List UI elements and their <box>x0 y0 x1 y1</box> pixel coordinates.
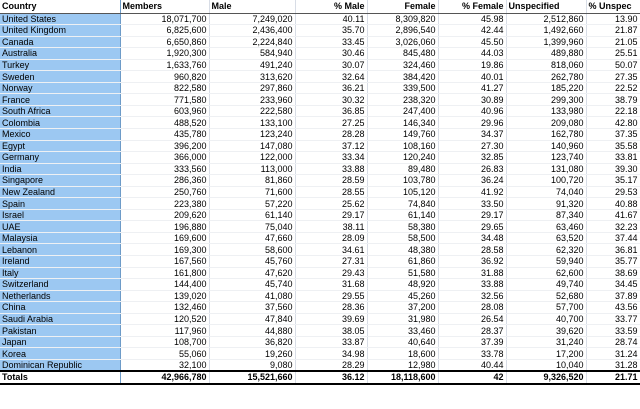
cell-unspecified[interactable]: 49,740 <box>506 279 586 291</box>
cell-unspecified[interactable]: 100,720 <box>506 175 586 187</box>
column-header-male[interactable]: Male <box>209 0 295 13</box>
cell-unspecified[interactable]: 123,740 <box>506 152 586 164</box>
table-row <box>0 279 640 291</box>
cell-pct-male[interactable]: 36.85 <box>295 105 367 117</box>
cell-male[interactable]: 57,220 <box>209 198 295 210</box>
cell-unspecified[interactable]: 74,040 <box>506 186 586 198</box>
cell-country[interactable]: Singapore <box>0 175 120 187</box>
cell-members[interactable]: 55,060 <box>120 348 209 360</box>
cell-pct-unspec[interactable]: 32.23 <box>586 221 640 233</box>
cell-unspecified[interactable]: 299,300 <box>506 94 586 106</box>
cell-country[interactable]: Lebanon <box>0 244 120 256</box>
cell-unspecified[interactable]: 39,620 <box>506 325 586 337</box>
column-header-unspecified[interactable]: Unspecified <box>506 0 586 13</box>
totals-pct-unspec[interactable]: 21.71 <box>586 371 640 384</box>
cell-female[interactable]: 103,780 <box>367 175 438 187</box>
cell-female[interactable]: 108,160 <box>367 140 438 152</box>
table-row <box>0 198 640 210</box>
cell-country[interactable]: Dominican Republic <box>0 359 120 371</box>
header-row <box>0 0 640 13</box>
cell-country[interactable]: Mexico <box>0 128 120 140</box>
cell-female[interactable]: 33,460 <box>367 325 438 337</box>
cell-unspecified[interactable]: 62,320 <box>506 244 586 256</box>
cell-pct-unspec[interactable]: 33.77 <box>586 313 640 325</box>
cell-pct-male[interactable]: 30.46 <box>295 48 367 60</box>
cell-country[interactable]: Netherlands <box>0 290 120 302</box>
totals-members[interactable]: 42,966,780 <box>120 371 209 384</box>
cell-members[interactable]: 960,820 <box>120 71 209 83</box>
table-body <box>0 13 640 371</box>
cell-pct-female[interactable]: 26.54 <box>438 313 506 325</box>
cell-members[interactable]: 167,560 <box>120 255 209 267</box>
cell-pct-female[interactable]: 29.17 <box>438 209 506 221</box>
cell-members[interactable]: 120,520 <box>120 313 209 325</box>
cell-male[interactable]: 7,249,020 <box>209 13 295 25</box>
cell-male[interactable]: 133,100 <box>209 117 295 129</box>
cell-members[interactable]: 169,300 <box>120 244 209 256</box>
cell-country[interactable]: France <box>0 94 120 106</box>
cell-male[interactable]: 47,660 <box>209 232 295 244</box>
cell-country[interactable]: India <box>0 163 120 175</box>
cell-pct-female[interactable]: 45.98 <box>438 13 506 25</box>
cell-pct-male[interactable]: 33.87 <box>295 336 367 348</box>
cell-pct-unspec[interactable]: 41.67 <box>586 209 640 221</box>
cell-members[interactable]: 196,880 <box>120 221 209 233</box>
cell-pct-unspec[interactable]: 33.81 <box>586 152 640 164</box>
cell-country[interactable]: Egypt <box>0 140 120 152</box>
cell-male[interactable]: 47,840 <box>209 313 295 325</box>
cell-members[interactable]: 117,960 <box>120 325 209 337</box>
table-row <box>0 71 640 83</box>
table-row <box>0 290 640 302</box>
cell-members[interactable]: 6,650,860 <box>120 36 209 48</box>
cell-pct-unspec[interactable]: 21.87 <box>586 25 640 37</box>
cell-members[interactable]: 161,800 <box>120 267 209 279</box>
table-row <box>0 255 640 267</box>
cell-members[interactable]: 144,400 <box>120 279 209 291</box>
cell-members[interactable]: 169,600 <box>120 232 209 244</box>
cell-unspecified[interactable]: 40,700 <box>506 313 586 325</box>
cell-unspecified[interactable]: 262,780 <box>506 71 586 83</box>
cell-unspecified[interactable]: 59,940 <box>506 255 586 267</box>
cell-female[interactable]: 845,480 <box>367 48 438 60</box>
cell-pct-unspec[interactable]: 21.05 <box>586 36 640 48</box>
cell-unspecified[interactable]: 209,080 <box>506 117 586 129</box>
cell-female[interactable]: 2,896,540 <box>367 25 438 37</box>
table-row <box>0 302 640 314</box>
table-row <box>0 94 640 106</box>
cell-pct-male[interactable]: 33.88 <box>295 163 367 175</box>
cell-members[interactable]: 396,200 <box>120 140 209 152</box>
cell-pct-unspec[interactable]: 35.77 <box>586 255 640 267</box>
cell-female[interactable]: 3,026,060 <box>367 36 438 48</box>
cell-pct-male[interactable]: 30.07 <box>295 59 367 71</box>
cell-male[interactable]: 37,560 <box>209 302 295 314</box>
cell-pct-female[interactable]: 28.08 <box>438 302 506 314</box>
totals-pct-female[interactable]: 42 <box>438 371 506 384</box>
cell-male[interactable]: 44,880 <box>209 325 295 337</box>
cell-members[interactable]: 771,580 <box>120 94 209 106</box>
cell-female[interactable]: 89,480 <box>367 163 438 175</box>
cell-members[interactable]: 6,825,600 <box>120 25 209 37</box>
cell-male[interactable]: 19,260 <box>209 348 295 360</box>
cell-pct-unspec[interactable]: 39.30 <box>586 163 640 175</box>
cell-female[interactable]: 18,600 <box>367 348 438 360</box>
cell-male[interactable]: 81,860 <box>209 175 295 187</box>
table-row <box>0 175 640 187</box>
cell-pct-male[interactable]: 27.25 <box>295 117 367 129</box>
cell-pct-female[interactable]: 31.88 <box>438 267 506 279</box>
cell-pct-unspec[interactable]: 22.18 <box>586 105 640 117</box>
cell-pct-unspec[interactable]: 36.81 <box>586 244 640 256</box>
cell-pct-unspec[interactable]: 50.07 <box>586 59 640 71</box>
cell-country[interactable]: Turkey <box>0 59 120 71</box>
cell-pct-male[interactable]: 28.29 <box>295 359 367 371</box>
cell-unspecified[interactable]: 162,780 <box>506 128 586 140</box>
cell-unspecified[interactable]: 140,960 <box>506 140 586 152</box>
cell-female[interactable]: 146,340 <box>367 117 438 129</box>
table-row <box>0 313 640 325</box>
cell-male[interactable]: 313,620 <box>209 71 295 83</box>
table-row <box>0 82 640 94</box>
cell-male[interactable]: 45,740 <box>209 279 295 291</box>
cell-male[interactable]: 36,820 <box>209 336 295 348</box>
cell-country[interactable]: Pakistan <box>0 325 120 337</box>
cell-male[interactable]: 71,600 <box>209 186 295 198</box>
cell-female[interactable]: 238,320 <box>367 94 438 106</box>
cell-pct-female[interactable]: 40.01 <box>438 71 506 83</box>
cell-pct-female[interactable]: 36.92 <box>438 255 506 267</box>
cell-country[interactable]: Spain <box>0 198 120 210</box>
cell-country[interactable]: China <box>0 302 120 314</box>
cell-members[interactable]: 132,460 <box>120 302 209 314</box>
cell-pct-unspec[interactable]: 40.88 <box>586 198 640 210</box>
cell-unspecified[interactable]: 87,340 <box>506 209 586 221</box>
cell-unspecified[interactable]: 91,320 <box>506 198 586 210</box>
cell-pct-male[interactable]: 28.59 <box>295 175 367 187</box>
cell-pct-unspec[interactable]: 28.74 <box>586 336 640 348</box>
cell-pct-male[interactable]: 36.21 <box>295 82 367 94</box>
cell-male[interactable]: 61,140 <box>209 209 295 221</box>
cell-female[interactable]: 74,840 <box>367 198 438 210</box>
table-row <box>0 348 640 360</box>
cell-country[interactable]: Malaysia <box>0 232 120 244</box>
table-row <box>0 232 640 244</box>
table-row <box>0 267 640 279</box>
cell-pct-male[interactable]: 38.11 <box>295 221 367 233</box>
cell-female[interactable]: 324,460 <box>367 59 438 71</box>
cell-members[interactable]: 139,020 <box>120 290 209 302</box>
cell-members[interactable]: 18,071,700 <box>120 13 209 25</box>
cell-members[interactable]: 333,560 <box>120 163 209 175</box>
cell-pct-unspec[interactable]: 37.35 <box>586 128 640 140</box>
table-row <box>0 140 640 152</box>
cell-pct-female[interactable]: 45.50 <box>438 36 506 48</box>
cell-pct-male[interactable]: 34.61 <box>295 244 367 256</box>
cell-pct-unspec[interactable]: 25.51 <box>586 48 640 60</box>
table-row <box>0 152 640 164</box>
cell-members[interactable]: 286,360 <box>120 175 209 187</box>
cell-pct-unspec[interactable]: 38.69 <box>586 267 640 279</box>
cell-pct-male[interactable]: 29.55 <box>295 290 367 302</box>
cell-pct-male[interactable]: 28.55 <box>295 186 367 198</box>
cell-male[interactable]: 75,040 <box>209 221 295 233</box>
cell-country[interactable]: Japan <box>0 336 120 348</box>
table-row <box>0 128 640 140</box>
cell-country[interactable]: UAE <box>0 221 120 233</box>
cell-male[interactable]: 47,620 <box>209 267 295 279</box>
cell-female[interactable]: 12,980 <box>367 359 438 371</box>
column-header-pct-unspec[interactable]: % Unspec <box>586 0 640 13</box>
cell-pct-unspec[interactable]: 37.44 <box>586 232 640 244</box>
table-row <box>0 117 640 129</box>
table-row <box>0 105 640 117</box>
cell-unspecified[interactable]: 818,060 <box>506 59 586 71</box>
cell-country[interactable]: Colombia <box>0 117 120 129</box>
table-row <box>0 221 640 233</box>
cell-pct-unspec[interactable]: 42.80 <box>586 117 640 129</box>
cell-pct-female[interactable]: 33.50 <box>438 198 506 210</box>
cell-pct-female[interactable]: 19.86 <box>438 59 506 71</box>
cell-male[interactable]: 123,240 <box>209 128 295 140</box>
totals-female[interactable]: 18,118,600 <box>367 371 438 384</box>
cell-female[interactable]: 8,309,820 <box>367 13 438 25</box>
cell-pct-female[interactable]: 29.96 <box>438 117 506 129</box>
cell-female[interactable]: 45,260 <box>367 290 438 302</box>
cell-pct-female[interactable]: 41.27 <box>438 82 506 94</box>
cell-female[interactable]: 339,500 <box>367 82 438 94</box>
cell-pct-unspec[interactable]: 33.59 <box>586 325 640 337</box>
cell-pct-male[interactable]: 35.70 <box>295 25 367 37</box>
cell-pct-female[interactable]: 32.85 <box>438 152 506 164</box>
cell-unspecified[interactable]: 62,600 <box>506 267 586 279</box>
cell-female[interactable]: 61,860 <box>367 255 438 267</box>
table-row <box>0 325 640 337</box>
cell-members[interactable]: 1,920,300 <box>120 48 209 60</box>
cell-male[interactable]: 147,080 <box>209 140 295 152</box>
cell-members[interactable]: 822,580 <box>120 82 209 94</box>
cell-pct-male[interactable]: 37.12 <box>295 140 367 152</box>
table-row <box>0 359 640 371</box>
cell-unspecified[interactable]: 57,700 <box>506 302 586 314</box>
cell-female[interactable]: 61,140 <box>367 209 438 221</box>
cell-pct-unspec[interactable]: 37.89 <box>586 290 640 302</box>
cell-pct-male[interactable]: 29.17 <box>295 209 367 221</box>
cell-pct-female[interactable]: 33.88 <box>438 279 506 291</box>
cell-female[interactable]: 51,580 <box>367 267 438 279</box>
cell-female[interactable]: 120,240 <box>367 152 438 164</box>
cell-pct-male[interactable]: 28.28 <box>295 128 367 140</box>
cell-country[interactable]: United States <box>0 13 120 25</box>
cell-pct-male[interactable]: 25.62 <box>295 198 367 210</box>
cell-country[interactable]: Saudi Arabia <box>0 313 120 325</box>
cell-male[interactable]: 2,224,840 <box>209 36 295 48</box>
cell-pct-female[interactable]: 27.30 <box>438 140 506 152</box>
cell-male[interactable]: 9,080 <box>209 359 295 371</box>
cell-female[interactable]: 48,920 <box>367 279 438 291</box>
cell-male[interactable]: 58,600 <box>209 244 295 256</box>
cell-male[interactable]: 491,240 <box>209 59 295 71</box>
cell-members[interactable]: 435,780 <box>120 128 209 140</box>
cell-pct-female[interactable]: 44.03 <box>438 48 506 60</box>
cell-pct-male[interactable]: 27.31 <box>295 255 367 267</box>
table-row <box>0 336 640 348</box>
cell-pct-unspec[interactable]: 35.17 <box>586 175 640 187</box>
cell-pct-unspec[interactable]: 43.56 <box>586 302 640 314</box>
cell-pct-male[interactable]: 34.98 <box>295 348 367 360</box>
totals-label[interactable]: Totals <box>0 371 120 384</box>
cell-unspecified[interactable]: 133,980 <box>506 105 586 117</box>
cell-pct-female[interactable]: 37.39 <box>438 336 506 348</box>
cell-male[interactable]: 45,760 <box>209 255 295 267</box>
cell-country[interactable]: Germany <box>0 152 120 164</box>
cell-female[interactable]: 105,120 <box>367 186 438 198</box>
cell-male[interactable]: 41,080 <box>209 290 295 302</box>
cell-unspecified[interactable]: 131,080 <box>506 163 586 175</box>
cell-female[interactable]: 31,980 <box>367 313 438 325</box>
cell-members[interactable]: 488,520 <box>120 117 209 129</box>
totals-row <box>0 371 640 384</box>
cell-unspecified[interactable]: 185,220 <box>506 82 586 94</box>
cell-pct-female[interactable]: 41.92 <box>438 186 506 198</box>
cell-pct-male[interactable]: 31.68 <box>295 279 367 291</box>
cell-pct-female[interactable]: 34.48 <box>438 232 506 244</box>
table-row <box>0 25 640 37</box>
totals-pct-male[interactable]: 36.12 <box>295 371 367 384</box>
cell-country[interactable]: Ireland <box>0 255 120 267</box>
cell-country[interactable]: Sweden <box>0 71 120 83</box>
cell-members[interactable]: 108,700 <box>120 336 209 348</box>
cell-pct-female[interactable]: 40.96 <box>438 105 506 117</box>
cell-unspecified[interactable]: 2,512,860 <box>506 13 586 25</box>
cell-unspecified[interactable]: 63,520 <box>506 232 586 244</box>
cell-pct-unspec[interactable]: 35.58 <box>586 140 640 152</box>
cell-pct-unspec[interactable]: 31.24 <box>586 348 640 360</box>
cell-unspecified[interactable]: 52,680 <box>506 290 586 302</box>
cell-male[interactable]: 122,000 <box>209 152 295 164</box>
cell-pct-unspec[interactable]: 22.52 <box>586 82 640 94</box>
cell-unspecified[interactable]: 63,460 <box>506 221 586 233</box>
cell-male[interactable]: 584,940 <box>209 48 295 60</box>
cell-pct-male[interactable]: 40.11 <box>295 13 367 25</box>
cell-pct-female[interactable]: 29.65 <box>438 221 506 233</box>
cell-pct-unspec[interactable]: 27.35 <box>586 71 640 83</box>
cell-country[interactable]: Canada <box>0 36 120 48</box>
cell-pct-male[interactable]: 33.45 <box>295 36 367 48</box>
cell-pct-male[interactable]: 29.43 <box>295 267 367 279</box>
table-row <box>0 244 640 256</box>
cell-pct-female[interactable]: 26.83 <box>438 163 506 175</box>
cell-country[interactable]: New Zealand <box>0 186 120 198</box>
cell-female[interactable]: 149,760 <box>367 128 438 140</box>
table-row <box>0 163 640 175</box>
cell-unspecified[interactable]: 489,880 <box>506 48 586 60</box>
cell-country[interactable]: Italy <box>0 267 120 279</box>
cell-male[interactable]: 2,436,400 <box>209 25 295 37</box>
cell-members[interactable]: 209,620 <box>120 209 209 221</box>
cell-unspecified[interactable]: 1,492,660 <box>506 25 586 37</box>
cell-pct-male[interactable]: 38.05 <box>295 325 367 337</box>
totals-male[interactable]: 15,521,660 <box>209 371 295 384</box>
cell-country[interactable]: Norway <box>0 82 120 94</box>
totals-unspecified[interactable]: 9,326,520 <box>506 371 586 384</box>
cell-male[interactable]: 222,580 <box>209 105 295 117</box>
cell-pct-female[interactable]: 28.37 <box>438 325 506 337</box>
cell-female[interactable]: 48,380 <box>367 244 438 256</box>
cell-members[interactable]: 250,760 <box>120 186 209 198</box>
cell-female[interactable]: 384,420 <box>367 71 438 83</box>
cell-pct-unspec[interactable]: 34.45 <box>586 279 640 291</box>
table-row <box>0 59 640 71</box>
cell-country[interactable]: Korea <box>0 348 120 360</box>
cell-pct-unspec[interactable]: 38.79 <box>586 94 640 106</box>
cell-female[interactable]: 58,380 <box>367 221 438 233</box>
cell-unspecified[interactable]: 31,240 <box>506 336 586 348</box>
column-header-country[interactable]: Country <box>0 0 120 13</box>
cell-pct-female[interactable]: 30.89 <box>438 94 506 106</box>
cell-country[interactable]: Switzerland <box>0 279 120 291</box>
cell-country[interactable]: United Kingdom <box>0 25 120 37</box>
cell-members[interactable]: 366,000 <box>120 152 209 164</box>
cell-country[interactable]: Australia <box>0 48 120 60</box>
cell-pct-male[interactable]: 30.32 <box>295 94 367 106</box>
cell-unspecified[interactable]: 1,399,960 <box>506 36 586 48</box>
cell-pct-female[interactable]: 40.44 <box>438 359 506 371</box>
cell-male[interactable]: 297,860 <box>209 82 295 94</box>
cell-female[interactable]: 58,500 <box>367 232 438 244</box>
cell-pct-female[interactable]: 36.24 <box>438 175 506 187</box>
cell-pct-unspec[interactable]: 31.28 <box>586 359 640 371</box>
cell-pct-male[interactable]: 32.64 <box>295 71 367 83</box>
cell-pct-unspec[interactable]: 13.90 <box>586 13 640 25</box>
cell-pct-female[interactable]: 34.37 <box>438 128 506 140</box>
cell-pct-unspec[interactable]: 29.53 <box>586 186 640 198</box>
cell-female[interactable]: 247,400 <box>367 105 438 117</box>
column-header-members[interactable]: Members <box>120 0 209 13</box>
table-row <box>0 48 640 60</box>
cell-pct-female[interactable]: 32.56 <box>438 290 506 302</box>
cell-female[interactable]: 40,640 <box>367 336 438 348</box>
column-header-pct-female[interactable]: % Female <box>438 0 506 13</box>
column-header-pct-male[interactable]: % Male <box>295 0 367 13</box>
cell-members[interactable]: 603,960 <box>120 105 209 117</box>
table-row <box>0 186 640 198</box>
cell-female[interactable]: 37,200 <box>367 302 438 314</box>
cell-members[interactable]: 223,380 <box>120 198 209 210</box>
cell-male[interactable]: 113,000 <box>209 163 295 175</box>
cell-members[interactable]: 1,633,760 <box>120 59 209 71</box>
table-row <box>0 209 640 221</box>
cell-unspecified[interactable]: 17,200 <box>506 348 586 360</box>
cell-pct-female[interactable]: 42.44 <box>438 25 506 37</box>
cell-pct-male[interactable]: 28.09 <box>295 232 367 244</box>
table-row <box>0 13 640 25</box>
cell-pct-male[interactable]: 33.34 <box>295 152 367 164</box>
cell-pct-male[interactable]: 39.69 <box>295 313 367 325</box>
table-row <box>0 36 640 48</box>
cell-country[interactable]: South Africa <box>0 105 120 117</box>
cell-pct-female[interactable]: 28.58 <box>438 244 506 256</box>
cell-country[interactable]: Israel <box>0 209 120 221</box>
cell-pct-female[interactable]: 33.78 <box>438 348 506 360</box>
cell-male[interactable]: 233,960 <box>209 94 295 106</box>
cell-pct-male[interactable]: 28.36 <box>295 302 367 314</box>
cell-members[interactable]: 32,100 <box>120 359 209 371</box>
column-header-female[interactable]: Female <box>367 0 438 13</box>
cell-unspecified[interactable]: 10,040 <box>506 359 586 371</box>
